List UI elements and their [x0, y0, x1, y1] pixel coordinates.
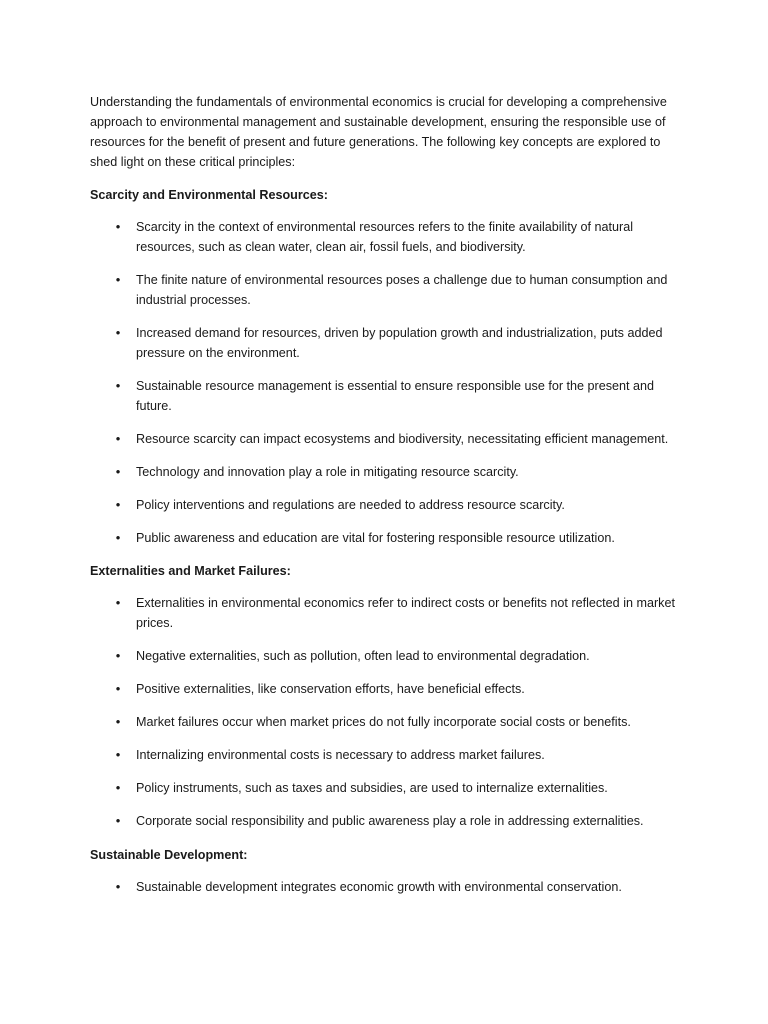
section-heading-scarcity: Scarcity and Environmental Resources: [90, 188, 328, 202]
list-item: • The finite nature of environmental resources poses a challenge due to human consumption and industrial processes. [0, 270, 768, 310]
bullet-icon: • [115, 747, 121, 762]
list-item: • Policy interventions and regulations are needed to address resource scarcity. [0, 495, 768, 515]
list-item: • Corporate social responsibility and public awareness play a role in addressing externalities. [0, 811, 768, 831]
section-heading-externalities: Externalities and Market Failures: [90, 564, 291, 578]
list-item: • Resource scarcity can impact ecosystems and biodiversity, necessitating efficient management. [0, 429, 768, 449]
bullet-icon: • [115, 813, 121, 828]
list-item: • Externalities in environmental economics refer to indirect costs or benefits not reflected in market prices. [0, 593, 768, 633]
section-heading-sustainable: Sustainable Development: [90, 848, 248, 862]
bullet-icon: • [115, 681, 121, 696]
list-item: • Positive externalities, like conservation efforts, have beneficial effects. [0, 679, 768, 699]
bullet-icon: • [115, 497, 121, 512]
bullet-list-sustainable [0, 877, 768, 910]
bullet-icon: • [115, 879, 121, 894]
bullet-list-scarcity [0, 217, 768, 561]
bullet-icon: • [115, 272, 121, 287]
intro-paragraph: Understanding the fundamentals of environmental economics is crucial for developing a comprehensive approach to environmental management and sustainable development, ensuring the responsible use of resources for the benefit of present and future generations. The following key concepts are explored to shed light on these critical principles: [90, 95, 667, 169]
list-item: • Scarcity in the context of environmental resources refers to the finite availability of natural resources, such as clean water, clean air, fossil fuels, and biodiversity. [0, 217, 768, 257]
bullet-icon: • [115, 219, 121, 234]
bullet-icon: • [115, 431, 121, 446]
bullet-list-externalities [0, 593, 768, 844]
bullet-icon: • [115, 464, 121, 479]
bullet-icon: • [115, 595, 121, 610]
list-item: • Policy instruments, such as taxes and subsidies, are used to internalize externalities. [0, 778, 768, 798]
list-item: • Sustainable development integrates economic growth with environmental conservation. [0, 877, 768, 897]
bullet-icon: • [115, 714, 121, 729]
bullet-icon: • [115, 780, 121, 795]
bullet-icon: • [115, 378, 121, 393]
bullet-icon: • [115, 530, 121, 545]
list-item: • Negative externalities, such as pollution, often lead to environmental degradation. [0, 646, 768, 666]
list-item: • Technology and innovation play a role in mitigating resource scarcity. [0, 462, 768, 482]
list-item: • Sustainable resource management is essential to ensure responsible use for the present and future. [0, 376, 768, 416]
bullet-icon: • [115, 325, 121, 340]
list-item: • Market failures occur when market prices do not fully incorporate social costs or benefits. [0, 712, 768, 732]
list-item: • Public awareness and education are vital for fostering responsible resource utilization. [0, 528, 768, 548]
list-item: • Internalizing environmental costs is necessary to address market failures. [0, 745, 768, 765]
bullet-icon: • [115, 648, 121, 663]
list-item: • Increased demand for resources, driven by population growth and industrialization, puts added pressure on the environment. [0, 323, 768, 363]
